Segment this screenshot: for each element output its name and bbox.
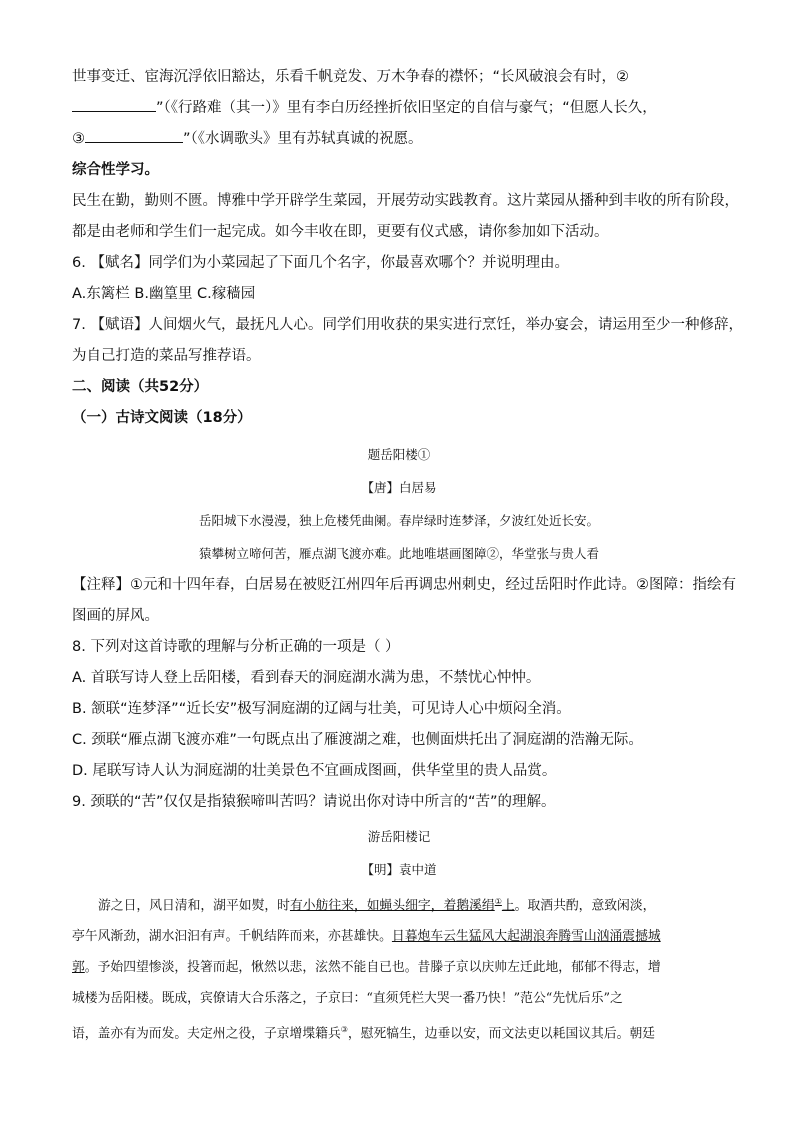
essay-text: 。取酒共酌，意致闲淡， xyxy=(514,898,656,914)
underlined-text: 上 xyxy=(501,898,515,914)
poem-line-2: 猿攀树立啼何苦，雁点湖飞渡亦难。此地唯堪画图障②，华堂张与贵人看 xyxy=(198,546,599,561)
question-6-options: A.东篱栏 B.幽篁里 C.稼穑园 xyxy=(72,286,256,302)
underlined-text: 郭 xyxy=(72,960,85,976)
underlined-text: 有小舫往来，如蝇头细字，着鹅溪绢 xyxy=(289,898,495,914)
essay-body xyxy=(72,886,726,1050)
essay-line-4: 城楼为岳阳楼。既成，宾僚请大合乐落之，子京曰：“直须凭栏大哭一番乃快！”范公“先忧后乐”之 xyxy=(72,991,623,1007)
question-8-option-c: C. 颈联“雁点湖飞渡亦难”一句既点出了雁渡湖之难，也侧面烘托出了洞庭湖的浩瀚无际。 xyxy=(72,732,643,748)
question-8-option-b: B. 颔联“连梦泽”“近长安”极写洞庭湖的辽阔与壮美，可见诗人心中烦闷全消。 xyxy=(72,701,571,717)
fill-in-line-2 xyxy=(72,93,726,124)
poem-title: 题岳阳楼① xyxy=(367,447,431,462)
document-page xyxy=(72,62,743,1050)
essay-text: 。予始四望惨淡，投箸而起，愀然以悲，泫然不能自已也。昔滕子京以庆帅左迁此地，郁郁不得志，增 xyxy=(84,960,661,976)
question-7-line-1: 7. 【赋语】人间烟火气，最抚凡人心。同学们用收获的果实进行烹饪，举办宴会，请运用至少一种修辞， xyxy=(72,317,743,333)
essay-text: 亭午风渐劲，湖水汩汩有声。千帆结阵而来，亦甚雄快。 xyxy=(72,929,392,945)
question-8-option-d: D. 尾联写诗人认为洞庭湖的壮美景色不宜画成图画，供华堂里的贵人品赏。 xyxy=(72,763,557,779)
question-8-option-a: A. 首联写诗人登上岳阳楼，看到春天的洞庭湖水满为患，不禁忧心忡忡。 xyxy=(72,670,541,686)
fill-in-text: ”（《行路难（其一）》里有李白历经挫折依旧坚定的自信与豪气；“但愿人长久， xyxy=(156,100,657,116)
intro-line-1: 民生在勤，勤则不匮。博雅中学开辟学生菜园，开展劳动实践教育。这片菜园从播种到丰收的所有阶段， xyxy=(72,193,739,209)
fill-in-text: ”（《水调歌头》里有苏轼真诚的祝愿。 xyxy=(183,131,423,147)
poem-line-1: 岳阳城下水漫漫，独上危楼凭曲阑。春岸绿时连梦泽，夕波红处近长安。 xyxy=(198,513,599,528)
underlined-text: 日暮炮车云生猛风大起湖浪奔腾雪山汹涌震撼城 xyxy=(391,929,661,945)
answer-blank-2[interactable] xyxy=(72,97,156,112)
poem-author: 【唐】白居易 xyxy=(361,480,437,495)
essay-line-2 xyxy=(72,921,726,952)
essay-author: 【明】袁中道 xyxy=(361,862,437,877)
essay-title: 游岳阳楼记 xyxy=(367,829,431,844)
fill-in-text: 世事变迁、宦海沉浮依旧豁达，乐看千帆竞发、万木争春的襟怀；“长风破浪会有时，② xyxy=(72,69,630,85)
section-heading-reading: 二、阅读（共52分） xyxy=(72,379,209,395)
section-heading-comprehensive: 综合性学习。 xyxy=(72,162,159,178)
subsection-heading-poetry: （一）古诗文阅读（18分） xyxy=(72,410,252,426)
question-8: 8. 下列对这首诗歌的理解与分析正确的一项是（ ） xyxy=(72,639,400,655)
essay-text: 语，盖亦有为而发。夫定州之役，子京增堞籍兵 xyxy=(72,1026,341,1042)
essay-text: 游之日，风日清和，湖平如熨，时 xyxy=(98,898,290,914)
question-6: 6. 【赋名】同学们为小菜园起了下面几个名字，你最喜欢哪个？并说明理由。 xyxy=(72,255,569,271)
intro-line-2: 都是由老师和学生们一起完成。如今丰收在即，更要有仪式感，请你参加如下活动。 xyxy=(72,224,609,240)
annotation-line-2: 图画的屏风。 xyxy=(72,608,159,624)
blank-number: ③ xyxy=(72,131,85,147)
annotation-line-1: 【注释】①元和十四年春，白居易在被贬江州四年后再调忠州刺史，经过岳阳时作此诗。②图障：指绘有 xyxy=(72,577,736,593)
question-9: 9. 颈联的“苦”仅仅是指猿猴啼叫苦吗？请说出你对诗中所言的“苦”的理解。 xyxy=(72,794,556,810)
fill-in-line-1 xyxy=(72,62,726,93)
answer-blank-3[interactable] xyxy=(85,128,183,143)
essay-text: ，慰死犒生，边垂以安，而文法吏以耗国议其后。朝廷 xyxy=(347,1026,656,1042)
question-7-line-2: 为自己打造的菜品写推荐语。 xyxy=(72,348,261,364)
essay-line-3 xyxy=(72,952,726,983)
essay-line-1 xyxy=(72,886,726,921)
fill-in-line-3 xyxy=(72,124,726,155)
note-marker: ③ xyxy=(340,1025,348,1035)
essay-line-5 xyxy=(72,1014,726,1049)
note-marker: ① xyxy=(494,897,502,906)
